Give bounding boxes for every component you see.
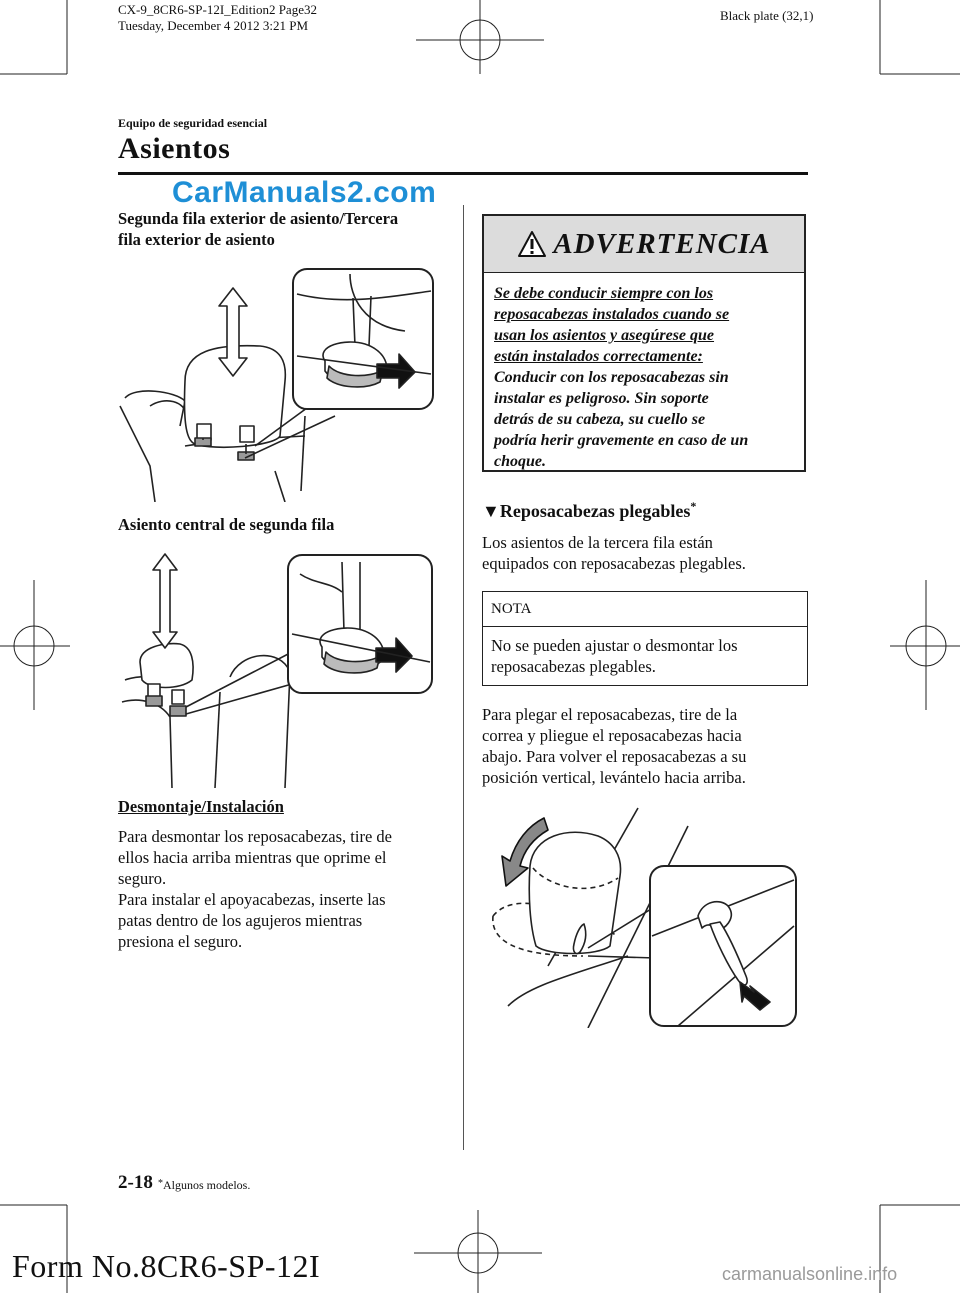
paragraph-line: Para plegar el reposacabezas, tire de la: [482, 705, 738, 724]
note-body: [483, 627, 807, 677]
paragraph-line: posición vertical, levántelo hacia arriba.: [482, 768, 746, 787]
column-divider: [463, 205, 464, 1150]
subhead-line: fila exterior de asiento: [118, 230, 275, 249]
removal-instructions: [118, 826, 392, 952]
page-title: Asientos: [118, 132, 231, 165]
paragraph-line: ellos hacia arriba mientras que oprime el: [118, 848, 387, 867]
print-slug-line1: CX-9_8CR6-SP-12I_Edition2 Page32: [118, 2, 317, 17]
warning-header: [484, 216, 804, 273]
folding-heading-text: Reposacabezas plegables: [499, 501, 691, 521]
warning-line: podría herir gravemente en caso de un: [494, 432, 749, 449]
folding-heading: [482, 496, 696, 522]
title-rule: [118, 172, 808, 175]
form-number: Form No.8CR6-SP-12I: [12, 1248, 321, 1284]
paragraph-line: presiona el seguro.: [118, 932, 243, 951]
warning-line: usan los asientos y asegúrese que: [494, 327, 715, 344]
triangle-marker-icon: ▼: [482, 501, 500, 521]
note-line: No se pueden ajustar o desmontar los: [491, 636, 738, 655]
warning-line: Conducir con los reposacabezas sin: [494, 369, 729, 386]
warning-body: [484, 273, 804, 472]
warning-line: instalar es peligroso. Sin soporte: [494, 390, 709, 407]
paragraph-line: equipados con reposacabezas plegables.: [482, 554, 746, 573]
warning-line: detrás de su cabeza, su cuello se: [494, 411, 706, 428]
warning-title: ADVERTENCIA: [553, 227, 771, 260]
section-label: Equipo de seguridad esencial: [118, 116, 268, 130]
folding-intro: [482, 532, 746, 574]
folding-instructions: [482, 704, 746, 788]
print-slug-line2: Tuesday, December 4 2012 3:21 PM: [118, 18, 309, 33]
warning-line: choque.: [494, 453, 546, 470]
paragraph-line: abajo. Para volver el reposacabezas a su: [482, 747, 747, 766]
print-slug: [118, 2, 317, 34]
note-title: NOTA: [483, 592, 807, 627]
note-box: [482, 591, 808, 686]
note-line: reposacabezas plegables.: [491, 657, 656, 676]
warning-triangle-icon: [517, 230, 547, 258]
asterisk-mark: *: [690, 499, 697, 513]
paragraph-line: Los asientos de la tercera fila están: [482, 533, 713, 552]
watermark: CarManuals2.com: [172, 176, 437, 209]
removal-heading: Desmontaje/Instalación: [118, 797, 284, 816]
warning-line: Se debe conducir siempre con los: [494, 285, 714, 302]
footer-watermark: carmanualsonline.info: [722, 1264, 898, 1284]
warning-box: [482, 214, 806, 472]
headrest-center-illustration: [120, 552, 436, 788]
warning-line: reposacabezas instalados cuando se: [494, 306, 730, 323]
footnote: [158, 1178, 250, 1193]
paragraph-line: Para desmontar los reposacabezas, tire de: [118, 827, 392, 846]
subhead-center-seat: Asiento central de segunda fila: [118, 515, 335, 534]
headrest-outboard-illustration: [115, 266, 437, 502]
folding-headrest-illustration: [488, 806, 798, 1028]
page-number: 2-18: [118, 1172, 153, 1193]
subhead-outboard-seats: [118, 208, 398, 250]
footnote-mark: *: [158, 1178, 163, 1189]
footnote-text: Algunos modelos.: [163, 1178, 251, 1192]
plate-label: Black plate (32,1): [720, 8, 814, 23]
warning-line: están instalados correctamente:: [494, 348, 703, 365]
paragraph-line: correa y pliegue el reposacabezas hacia: [482, 726, 742, 745]
paragraph-line: seguro.: [118, 869, 167, 888]
subhead-line: Segunda fila exterior de asiento/Tercera: [118, 209, 399, 228]
paragraph-line: Para instalar el apoyacabezas, inserte las: [118, 890, 386, 909]
paragraph-line: patas dentro de los agujeros mientras: [118, 911, 363, 930]
